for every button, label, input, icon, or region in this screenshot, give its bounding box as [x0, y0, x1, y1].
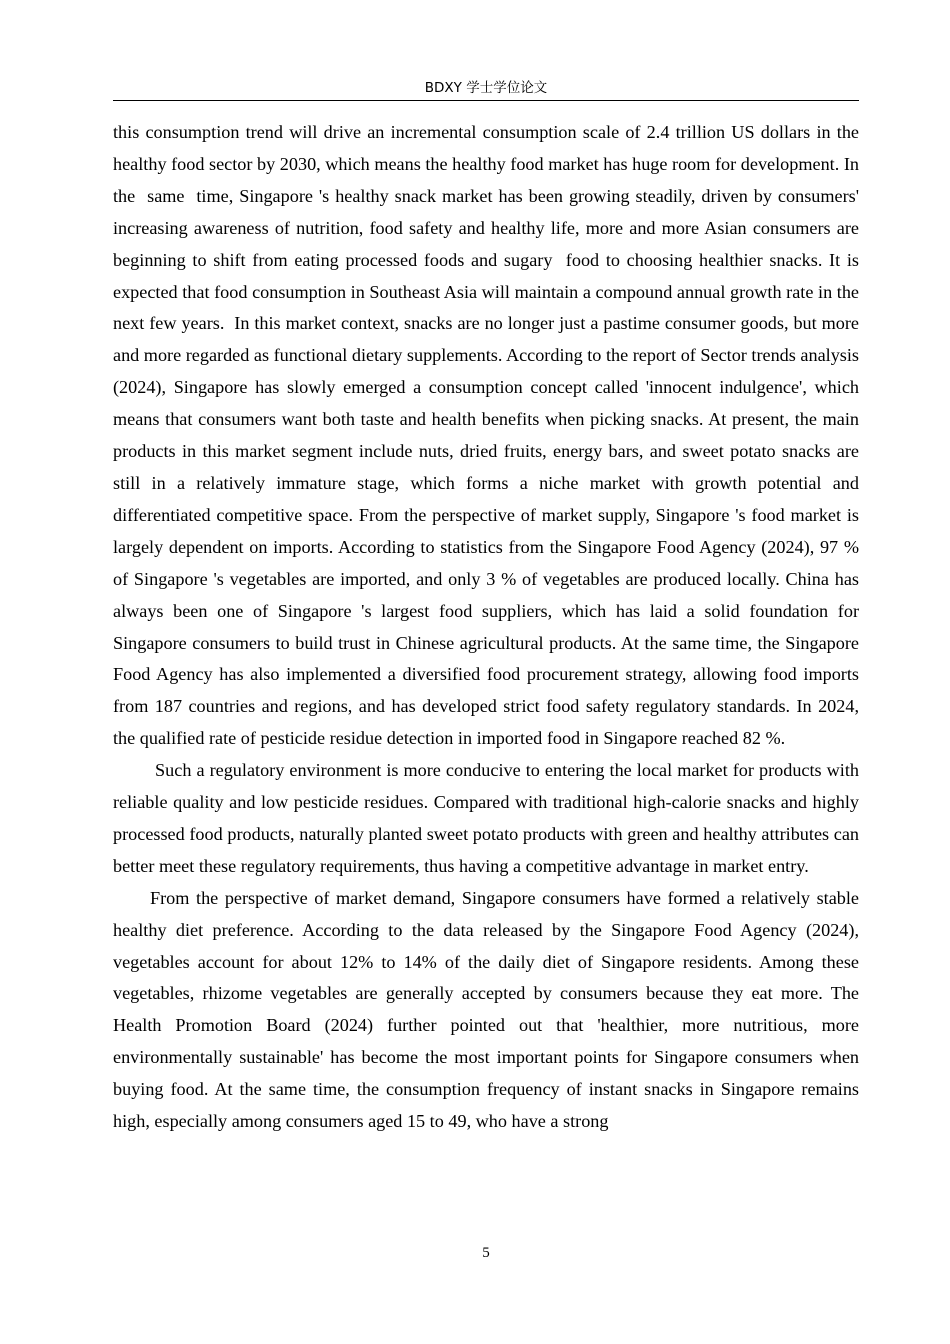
body-text: [113, 117, 869, 1138]
paragraph-2: Such a regulatory environment is more conducive to entering the local market for products with reliable quality and low pesticide residues. Compared with traditional high-calorie snacks and highly processed food products, naturally planted sweet potato products with green and healthy attributes can better meet these regulatory requirements, thus having a competitive advantage in market entry.: [113, 760, 864, 876]
paragraph-1: this consumption trend will drive an incremental consumption scale of 2.4 trillion US dollars in the healthy food sector by 2030, which means the healthy food market has huge room for development. In the same time, Singapore 's healthy snack market has been growing steadily, driven by consumers' increasing awareness of nutrition, food safety and healthy life, more and more Asian consumers are beginning to shift from eating processed foods and sugary food to choosing healthier snacks. It is expected that food consumption in Southeast Asia will maintain a compound annual growth rate in the next few years. In this market context, snacks are no longer just a pastime consumer goods, but more and more regarded as functional dietary supplements. According to the report of Sector trends analysis (2024), Singapore has slowly emerged a consumption concept called 'innocent indulgence', which means that consumers want both taste and health benefits when picking snacks. At present, the main products in this market segment include nuts, dried fruits, energy bars, and sweet potato snacks are still in a relatively immature stage, which forms a niche market with growth potential and differentiated competitive space. From the perspective of market supply, Singapore 's food market is largely dependent on imports. According to statistics from the Singapore Food Agency (2024), 97 % of Singapore 's vegetables are imported, and only 3 % of vegetables are produced locally. China has always been one of Singapore 's largest food suppliers, which has laid a solid foundation for Singapore consumers to build trust in Chinese agricultural products. At the same time, the Singapore Food Agency has also implemented a diversified food procurement strategy, allowing food imports from 187 countries and regions, and has developed strict food safety regulatory standards. In 2024, the qualified rate of pesticide residue detection in imported food in Singapore reached 82 %.: [113, 122, 869, 749]
paragraph-3: From the perspective of market demand, Singapore consumers have formed a relatively stable healthy diet preference. According to the data released by the Singapore Food Agency (2024), vegetables account for about 12% to 14% of the daily diet of Singapore residents. Among these vegetables, rhizome vegetables are generally accepted by consumers because they eat more. The Health Promotion Board (2024) further pointed out that 'healthier, more nutritious, more environmentally sustainable' has become the most important points for Singapore consumers when buying food. At the same time, the consumption frequency of instant snacks in Singapore remains high, especially among consumers aged 15 to 49, who have a strong: [113, 887, 864, 1132]
page-number: 5: [482, 1245, 490, 1261]
page-header: [113, 78, 859, 101]
header-title: BDXY 学士学位论文: [424, 80, 548, 96]
